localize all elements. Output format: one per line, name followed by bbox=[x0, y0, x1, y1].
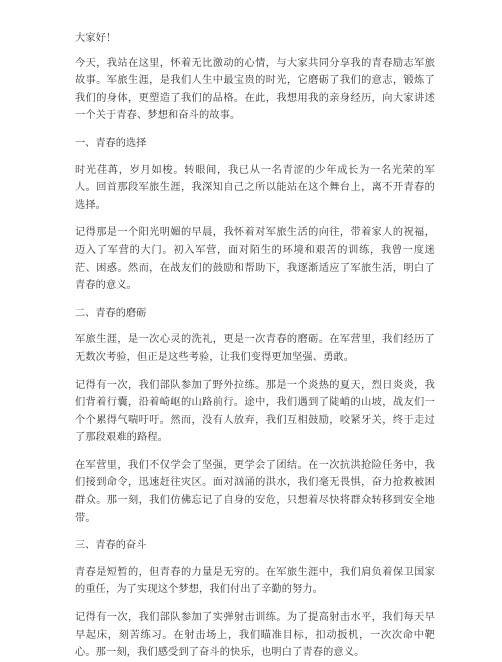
section-heading: 二、青春的磨砺 bbox=[75, 307, 147, 319]
section-paragraph: 记得有一次，我们部队参加了实弹射击训练。为了提高射击水平，我们每天早早起床，刻苦练习。在射击场上，我们瞄准目标，扣动扳机，一次次命中靶心。那一刻，我们感受到了奋斗的快乐，也明白了青春的意义。 bbox=[75, 612, 435, 659]
section-paragraph: 记得那是一个阳光明媚的早晨，我怀着对军旅生活的向往，带着家人的祝福，迈入了军营的大门。初入军营，面对陌生的环境和艰苦的训练，我曾一度迷茫、困惑。然而，在战友们的鼓励和帮助下，我逐渐适应了军旅生活，明白了青春的意义。 bbox=[75, 227, 435, 292]
section-paragraph: 青春是短暂的，但青春的力量是无穷的。在军旅生涯中，我们肩负着保卫国家的重任，为了实现这个梦想，我们付出了辛勤的努力。 bbox=[75, 566, 435, 596]
greeting: 大家好！ bbox=[75, 33, 117, 44]
section-choice bbox=[75, 135, 435, 295]
section-paragraph: 在军营里，我们不仅学会了坚强，更学会了团结。在一次抗洪抢险任务中，我们接到命令，迅速赶往灾区。面对汹涌的洪水，我们毫无畏惧，奋力抢救被困群众。那一刻，我们仿佛忘记了自身的安危，只想着尽快将群众转移到安全地带。 bbox=[75, 459, 435, 524]
section-heading: 三、青春的奋斗 bbox=[75, 540, 147, 552]
section-paragraph: 军旅生涯，是一次心灵的洗礼，更是一次青春的磨砺。在军营里，我们经历了无数次考验，但正是这些考验，让我们变得更加坚强、勇敢。 bbox=[75, 334, 435, 363]
section-tempering bbox=[75, 305, 435, 528]
section-paragraph: 记得有一次，我们部队参加了野外拉练。那是一个炎热的夏天，烈日炎炎，我们背着行囊，沿着崎岖的山路前行。途中，我们遇到了陡峭的山坡，战友们一个个累得气喘吁吁。然而，没有人放弃，我们互相鼓励，咬紧牙关，终于走过了那段艰难的路程。 bbox=[75, 379, 435, 444]
document-page bbox=[75, 30, 435, 662]
section-heading: 一、青春的选择 bbox=[75, 137, 147, 149]
section-paragraph: 时光荏苒，岁月如梭。转眼间，我已从一名青涩的少年成长为一名光荣的军人。回首那段军旅生涯，我深知自己之所以能站在这个舞台上，离不开青春的选择。 bbox=[75, 164, 435, 211]
intro-paragraph: 今天，我站在这里，怀着无比激动的心情，与大家共同分享我的青春励志军旅故事。军旅生涯，是我们人生中最宝贵的时光，它磨砺了我们的意志，锻炼了我们的身体，更塑造了我们的品格。在此，我想用我的亲身经历，向大家讲述一个关于青春、梦想和奋斗的故事。 bbox=[75, 57, 435, 122]
section-struggle bbox=[75, 537, 435, 662]
